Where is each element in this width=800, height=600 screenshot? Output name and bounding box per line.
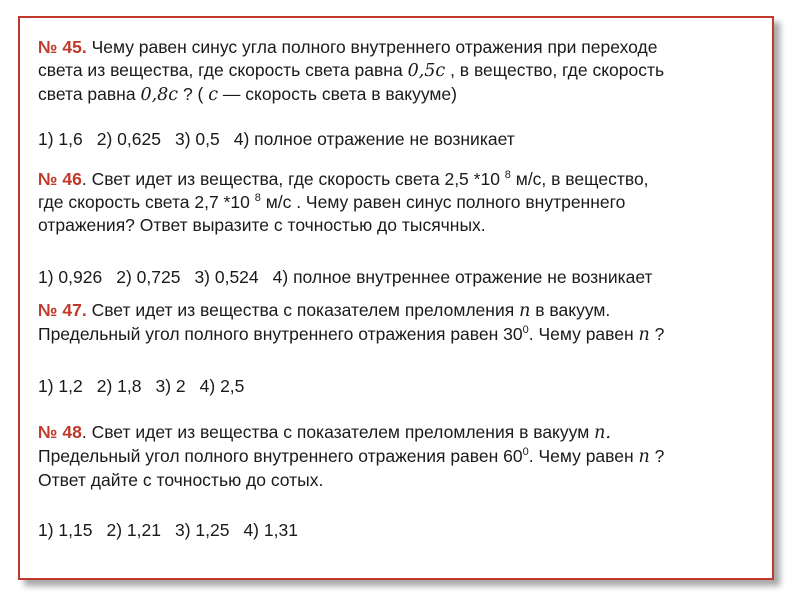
answer-option: 2) 0,725 bbox=[116, 267, 181, 287]
answer-option: 3) 1,25 bbox=[174, 520, 230, 540]
answer-option: 4) 1,31 bbox=[243, 520, 298, 540]
answer-option: 3) 0,524 bbox=[194, 267, 259, 287]
answer-option: 2) 1,21 bbox=[106, 520, 161, 540]
problem-number: № 45. bbox=[38, 37, 87, 57]
exponent: 8 bbox=[504, 169, 511, 182]
problem-45-line-3 bbox=[38, 83, 768, 107]
text: ? ( bbox=[178, 84, 209, 104]
problem-45 bbox=[38, 36, 768, 149]
answer-option: 3) 2 bbox=[155, 376, 186, 396]
formula: n bbox=[519, 301, 531, 321]
answer-option: 1) 0,926 bbox=[38, 267, 103, 287]
text: света из вещества, где скорость света равна bbox=[38, 60, 408, 80]
answer-options bbox=[38, 128, 529, 151]
answer-option: 4) 2,5 bbox=[199, 376, 245, 396]
formula: 0,8c bbox=[140, 85, 179, 105]
text: Предельный угол полного внутреннего отражения равен 60 bbox=[38, 446, 523, 466]
text: Ответ дайте с точностью до сотых. bbox=[38, 470, 324, 490]
problem-47-line-1 bbox=[38, 299, 768, 323]
problem-48-line-2 bbox=[38, 445, 768, 469]
answer-option: 3) 0,5 bbox=[174, 129, 220, 149]
text: . Свет идет из вещества с показателем преломления в вакуум bbox=[81, 422, 595, 442]
slide-frame bbox=[18, 16, 774, 580]
answer-option: 2) 0,625 bbox=[96, 129, 161, 149]
formula: n bbox=[638, 447, 650, 467]
problem-46-line-1 bbox=[38, 168, 768, 191]
problem-48-line-1 bbox=[38, 421, 768, 445]
answer-options bbox=[38, 266, 667, 289]
text: в вакуум. bbox=[530, 300, 611, 320]
degree-mark: 0 bbox=[522, 324, 529, 337]
answer-option: 1) 1,2 bbox=[38, 376, 83, 396]
text: , в вещество, где скорость bbox=[445, 60, 665, 80]
text: света равна bbox=[38, 84, 141, 104]
text: . Чему равен bbox=[528, 446, 639, 466]
problem-number: № 47. bbox=[38, 300, 87, 320]
formula: c bbox=[208, 85, 219, 105]
text: — скорость света в вакууме) bbox=[218, 84, 457, 104]
text: ? bbox=[649, 446, 665, 466]
answer-option: 4) полное отражение не возникает bbox=[233, 129, 515, 149]
problem-number: № 48 bbox=[38, 422, 82, 442]
problem-46 bbox=[38, 168, 768, 287]
problem-number: № 46 bbox=[38, 169, 82, 189]
text: Свет идет из вещества с показателем преломления bbox=[86, 300, 520, 320]
answer-option: 2) 1,8 bbox=[96, 376, 142, 396]
formula: n. bbox=[594, 423, 611, 443]
answer-option: 4) полное внутреннее отражение не возникает bbox=[272, 267, 653, 287]
text: . Чему равен bbox=[528, 324, 639, 344]
text: м/с . Чему равен синус полного внутреннего bbox=[260, 192, 626, 212]
answer-options bbox=[38, 375, 258, 398]
degree-mark: 0 bbox=[522, 446, 529, 459]
problem-46-line-2 bbox=[38, 191, 768, 214]
problem-48-line-3 bbox=[38, 469, 768, 492]
formula: n bbox=[638, 325, 650, 345]
answer-option: 1) 1,6 bbox=[38, 129, 83, 149]
text: Чему равен синус угла полного внутреннего отражения при переходе bbox=[86, 37, 658, 57]
exponent: 8 bbox=[254, 192, 261, 205]
text: где скорость света 2,7 *10 bbox=[38, 192, 255, 212]
problem-45-line-1 bbox=[38, 36, 768, 59]
problem-45-line-2 bbox=[38, 59, 768, 83]
problem-48 bbox=[38, 421, 768, 540]
answer-options bbox=[38, 519, 312, 542]
formula: 0,5c bbox=[407, 61, 446, 81]
problem-47 bbox=[38, 299, 768, 396]
text: м/с, в вещество, bbox=[510, 169, 649, 189]
text: отражения? Ответ выразите с точностью до тысячных. bbox=[38, 215, 486, 235]
text: . Свет идет из вещества, где скорость света 2,5 *10 bbox=[81, 169, 505, 189]
problem-46-line-3 bbox=[38, 214, 768, 237]
text: Предельный угол полного внутреннего отражения равен 30 bbox=[38, 324, 523, 344]
answer-option: 1) 1,15 bbox=[38, 520, 93, 540]
text: ? bbox=[649, 324, 665, 344]
problem-47-line-2 bbox=[38, 323, 768, 347]
